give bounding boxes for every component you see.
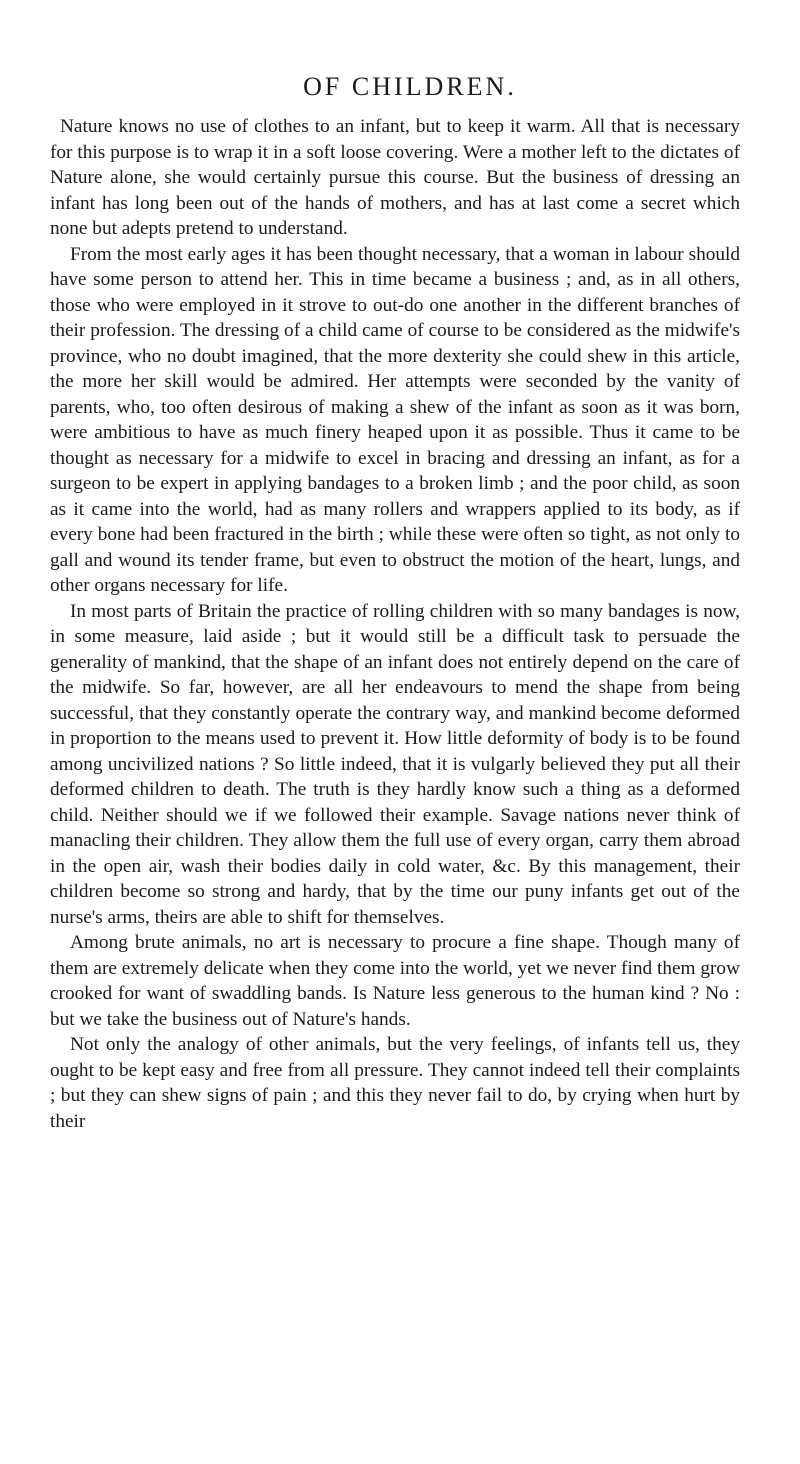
paragraph-3: In most parts of Britain the practice of rolling children with so many bandages is now, in some measure, laid aside ; but it would still be a difficult task to persuade the generality of mankind, that the shape of an infant does not entirely depend on the care of the midwife. So far, however, are all her endeavours to mend the shape from being successful, that they constantly operate the contrary way, and mankind become deformed in proportion to the means used to prevent it. How little deformity of body is to be found among uncivilized nations ? So little indeed, that it is vulgarly believed they put all their deformed children to death. The truth is they hardly know such a thing as a deformed child. Neither should we if we followed their example. Savage nations never think of manacling their children. They allow them the full use of every organ, carry them abroad in the open air, wash their bodies daily in cold water, &c. By this management, their children become so strong and hardy, that by the time our puny infants get out of the nurse's arms, theirs are able to shift for themselves. (50, 600, 740, 928)
body-text (50, 114, 740, 1134)
paragraph-1: Nature knows no use of clothes to an infant, but to keep it warm. All that is necessary for this purpose is to wrap it in a soft loose covering. Were a mother left to the dictates of Nature alone, she would certainly pursue this course. But the business of dressing an infant has long been out of the hands of mothers, and has at last come a secret which none but adepts pretend to understand. (50, 116, 740, 239)
book-page (50, 72, 740, 1134)
paragraph-4: Among brute animals, no art is necessary to procure a fine shape. Though many of them are extremely delicate when they come into the world, yet we never find them grow crooked for want of swaddling bands. Is Nature less generous to the human kind ? No : but we take the business out of Nature's hands. (50, 932, 740, 1030)
paragraph-2: From the most early ages it has been thought necessary, that a woman in labour should have some person to attend her. This in time became a business ; and, as in all others, those who were employed in it strove to out-do one another in the different branches of their profession. The dressing of a child came of course to be considered as the midwife's province, who no doubt imagined, that the more dexterity she could shew in this article, the more her skill would be admired. Her attempts were seconded by the vanity of parents, who, too often desirous of making a shew of the infant as soon as it was born, were ambitious to have as much finery heaped upon it as possible. Thus it came to be thought as necessary for a midwife to excel in bracing and dressing an infant, as for a surgeon to be expert in applying bandages to a broken limb ; and the poor child, as soon as it came into the world, had as many rollers and wrappers applied to its body, as if every bone had been fractured in the birth ; while these were often so tight, as not only to gall and wound its tender frame, but even to obstruct the motion of the heart, lungs, and other organs necessary for life. (50, 243, 740, 596)
running-head: OF CHILDREN. (303, 72, 517, 101)
paragraph-5: Not only the analogy of other animals, but the very feelings, of infants tell us, they ought to be kept easy and free from all pressure. They cannot indeed tell their complaints ; but they can shew signs of pain ; and this they never fail to do, by crying when hurt by their (50, 1034, 740, 1132)
